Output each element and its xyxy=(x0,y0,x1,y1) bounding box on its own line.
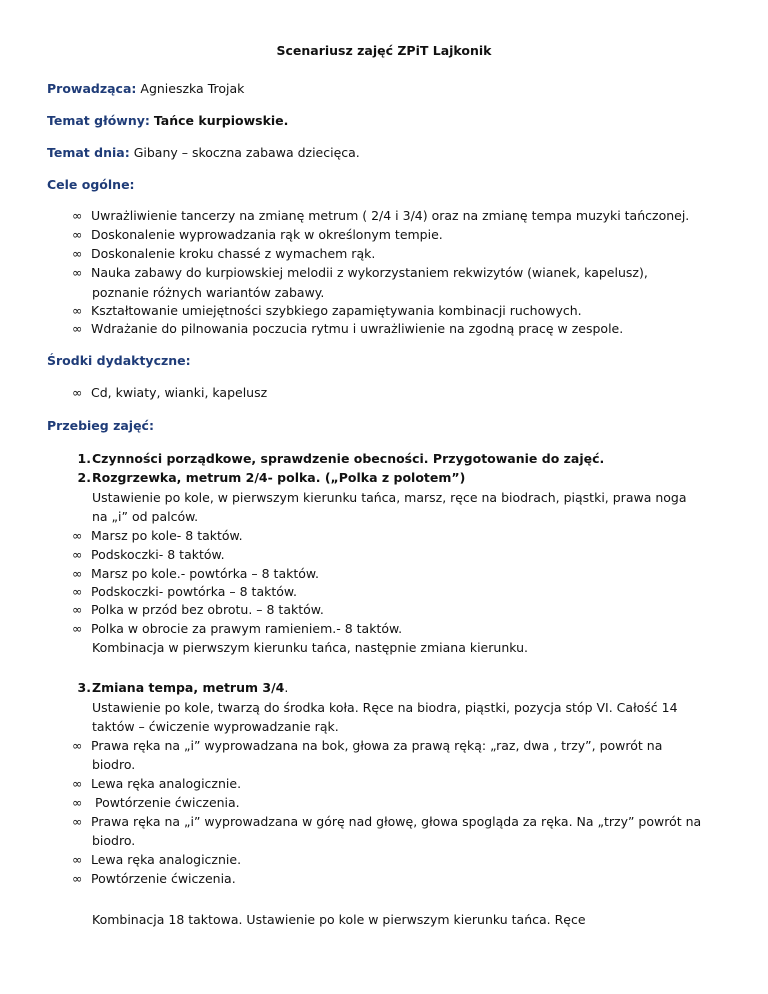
infinity-bullet-icon: ∞ xyxy=(72,547,83,562)
day-topic-line xyxy=(47,145,360,160)
infinity-bullet-icon: ∞ xyxy=(72,738,83,753)
instructor-name: Agnieszka Trojak xyxy=(140,81,245,96)
infinity-bullet-icon: ∞ xyxy=(72,528,83,543)
main-topic-value: Tańce kurpiowskie. xyxy=(153,113,289,128)
goals-heading: Cele ogólne: xyxy=(47,177,135,192)
course-heading: Przebieg zajęć: xyxy=(47,418,154,433)
infinity-bullet-icon: ∞ xyxy=(72,246,83,261)
infinity-bullet-icon: ∞ xyxy=(72,814,83,829)
infinity-bullet-icon: ∞ xyxy=(72,321,83,336)
infinity-bullet-icon: ∞ xyxy=(72,566,83,581)
infinity-bullet-icon: ∞ xyxy=(72,795,83,810)
list-item-continuation: biodro. xyxy=(92,757,136,772)
infinity-bullet-icon: ∞ xyxy=(72,208,83,223)
step-3-intro: Ustawienie po kole, twarzą do środka koła. Ręce na biodra, piąstki, pozycja stóp VI. Całość 14 xyxy=(92,700,678,715)
infinity-bullet-icon: ∞ xyxy=(72,871,83,886)
resources-heading: Środki dydaktyczne: xyxy=(47,353,191,368)
step-2-intro: Ustawienie po kole, w pierwszym kierunku tańca, marsz, ręce na biodrach, piąstki, prawa noga xyxy=(92,490,687,505)
list-item-continuation: biodro. xyxy=(92,833,136,848)
list-item-continuation: poznanie różnych wariantów zabawy. xyxy=(92,285,325,300)
infinity-bullet-icon: ∞ xyxy=(72,776,83,791)
document-title: Scenariusz zajęć ZPiT Lajkonik xyxy=(276,43,492,58)
main-topic-line xyxy=(47,113,288,128)
step-2-outro: Kombinacja w pierwszym kierunku tańca, następnie zmiana kierunku. xyxy=(92,640,528,655)
main-topic-label: Temat główny: xyxy=(47,113,150,128)
infinity-bullet-icon: ∞ xyxy=(72,265,83,280)
step-1: 1. Czynności porządkowe, sprawdzenie obecności. Przygotowanie do zajęć. xyxy=(77,451,605,466)
day-topic-value: Gibany – skoczna zabawa dziecięca. xyxy=(133,145,360,160)
infinity-bullet-icon: ∞ xyxy=(72,621,83,636)
infinity-bullet-icon: ∞ xyxy=(72,852,83,867)
step-2-intro: na „i” od palców. xyxy=(92,509,199,524)
day-topic-label: Temat dnia: xyxy=(47,145,130,160)
document-page: Scenariusz zajęć ZPiT Lajkonik Prowadząca: Agnieszka Trojak Temat główny: Tańce kurpiowskie. Temat dnia: Gibany – skoczna zabawa dziecięca. Cele ogólne: ∞ Uwrażliwienie tancerzy na zmianę metrum ( 2/4 i 3/4) oraz na zmianę tempa muzyki tańczonej. ∞ Doskonalenie wyprowadzania rąk w określonym tempie. ∞ Doskonalenie kroku chassé z wymachem rąk. ∞ Nauka zabawy do kurpiowskiej melodii z wykorzystaniem rekwizytów (wianek, kapelusz), poznanie różnych wariantów zabawy. ∞ Kształtowanie umiejętności szybkiego zapamiętywania kombinacji ruchowych. ∞ Wdrażanie do pilnowania poczucia rytmu i uwrażliwienie na zgodną pracę w zespole. Środki dydaktyczne: ∞ Cd, kwiaty, wianki, kapelusz Przebieg zajęć: 1. Czynności porządkowe, sprawdzenie obecności. Przygotowanie do zajęć. 2. Rozgrzewka, metrum 2/4- polka. („Polka z polotem”) Ustawienie po kole, w pierwszym kierunku tańca, marsz, ręce na biodrach, piąstki, prawa noga na „i” od palców. ∞ Marsz po kole- 8 taktów. ∞ Podskoczki- 8 taktów. ∞ Marsz po kole.- powtórka – 8 taktów. ∞ Podskoczki- powtórka – 8 taktów. ∞ Polka w przód bez obrotu. – 8 taktów. ∞ Polka w obrocie za prawym ramieniem.- 8 taktów. Kombinacja w pierwszym kierunku tańca, następnie zmiana kierunku. 3. Zmiana tempa, metrum 3/4. Ustawienie po kole, twarzą do środka koła. Ręce na biodra, piąstki, pozycja stóp VI. Całość 14 taktów – ćwiczenie wyprowadzanie rąk. ∞ Prawa ręka na „i” wyprowadzana na bok, głowa za prawą ręką: „raz, dwa , trzy”, powrót na biodro. ∞ Lewa ręka analogicznie. ∞ Powtórzenie ćwiczenia. ∞ Prawa ręka na „i” wyprowadzana w górę nad głowę, głowa spogląda za ręka. Na „trzy” powrót na biodro. ∞ Lewa ręka analogicznie. ∞ Powtórzenie ćwiczenia. Kombinacja 18 taktowa. Ustawienie po kole w pierwszym kierunku tańca. Ręce xyxy=(0,0,768,994)
infinity-bullet-icon: ∞ xyxy=(72,602,83,617)
step-3: 3. Zmiana tempa, metrum 3/4. xyxy=(77,680,289,695)
instructor-label: Prowadząca: xyxy=(47,81,137,96)
infinity-bullet-icon: ∞ xyxy=(72,227,83,242)
final-combination-line: Kombinacja 18 taktowa. Ustawienie po kole w pierwszym kierunku tańca. Ręce xyxy=(92,912,586,927)
step-2: 2. Rozgrzewka, metrum 2/4- polka. („Polka z polotem”) xyxy=(77,470,466,485)
infinity-bullet-icon: ∞ xyxy=(72,303,83,318)
step-3-intro: taktów – ćwiczenie wyprowadzanie rąk. xyxy=(92,719,339,734)
instructor-line xyxy=(47,81,244,96)
infinity-bullet-icon: ∞ xyxy=(72,584,83,599)
infinity-bullet-icon: ∞ xyxy=(72,385,83,400)
